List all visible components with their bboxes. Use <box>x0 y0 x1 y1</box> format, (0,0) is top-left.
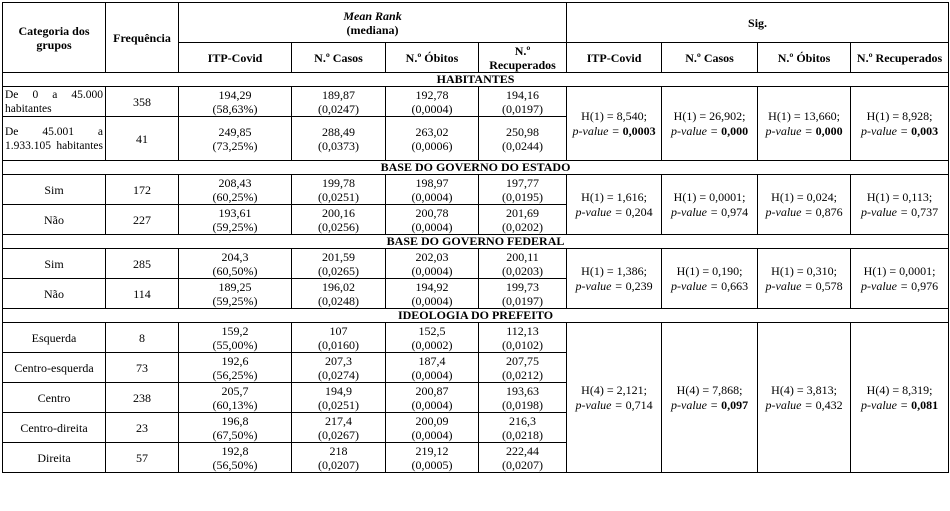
p-value: 0,097 <box>721 397 749 412</box>
mean-rank-casos <box>292 87 386 117</box>
row-label: Esquerda <box>3 323 106 353</box>
mean-rank-obitos <box>386 383 479 413</box>
mean-rank-recup <box>479 323 567 353</box>
mean-rank-obitos <box>386 249 479 279</box>
median-value: (0,0218) <box>502 427 544 442</box>
mean-rank-itp <box>179 279 292 309</box>
p-value: 0,204 <box>625 204 653 219</box>
row-frequency: 358 <box>106 87 179 117</box>
mean-rank-obitos <box>386 117 479 161</box>
section-title: IDEOLOGIA DO PREFEITO <box>3 309 949 323</box>
sig-cell <box>567 175 662 235</box>
median-value: (0,0198) <box>502 397 544 412</box>
table-row <box>3 175 949 205</box>
mean-rank-value: 263,02 <box>415 124 449 139</box>
mean-rank-value: 192,6 <box>221 353 249 368</box>
mean-rank-value: 193,63 <box>506 383 540 398</box>
row-frequency: 8 <box>106 323 179 353</box>
median-value: (60,13%) <box>212 397 258 412</box>
mean-rank-recup <box>479 117 567 161</box>
mean-rank-value: 205,7 <box>221 383 249 398</box>
median-value: (0,0004) <box>411 219 453 234</box>
mean-rank-value: 193,61 <box>218 205 252 220</box>
mean-rank-value: 194,16 <box>506 87 540 102</box>
median-value: (0,0004) <box>411 101 453 116</box>
header-mean-rank <box>179 3 567 43</box>
mean-rank-recup <box>479 279 567 309</box>
sig-cell <box>567 249 662 309</box>
h-statistic: H(1) = 8,928; <box>866 108 933 123</box>
median-value: (56,25%) <box>212 367 258 382</box>
median-value: (0,0202) <box>502 219 544 234</box>
mean-rank-recup <box>479 249 567 279</box>
median-value: (0,0004) <box>411 397 453 412</box>
p-value: 0,876 <box>815 204 843 219</box>
median-value: (0,0004) <box>411 293 453 308</box>
row-label: Não <box>3 205 106 235</box>
mean-rank-value: 199,78 <box>322 175 355 190</box>
header-row-1 <box>3 3 949 43</box>
mean-rank-recup <box>479 443 567 473</box>
median-value: (73,25%) <box>212 138 258 153</box>
mean-rank-value: 189,87 <box>322 87 355 102</box>
mean-rank-value: 201,69 <box>506 205 540 220</box>
mean-rank-value: 107 <box>329 323 348 338</box>
mean-rank-value: 187,4 <box>418 353 446 368</box>
mean-rank-value: 200,78 <box>415 205 449 220</box>
row-label: Centro-esquerda <box>3 353 106 383</box>
p-value: 0,000 <box>815 123 843 138</box>
mean-rank-recup <box>479 175 567 205</box>
sig-cell <box>567 87 662 161</box>
p-value: 0,974 <box>721 204 749 219</box>
section-title: HABITANTES <box>3 73 949 87</box>
median-value: (0,0247) <box>318 101 359 116</box>
row-label: Centro <box>3 383 106 413</box>
p-value: 0,578 <box>815 278 843 293</box>
h-statistic: H(1) = 13,660; <box>768 108 840 123</box>
median-value: (59,25%) <box>212 219 258 234</box>
mean-rank-casos <box>292 413 386 443</box>
h-statistic: H(1) = 0,113; <box>866 189 933 204</box>
mean-rank-obitos <box>386 353 479 383</box>
mean-rank-itp <box>179 323 292 353</box>
mean-rank-value: 208,43 <box>218 175 252 190</box>
mean-rank-value: 216,3 <box>509 413 537 428</box>
median-value: (0,0195) <box>502 189 544 204</box>
header-sig-itp: ITP-Covid <box>567 43 662 73</box>
mean-rank-recup <box>479 413 567 443</box>
mean-rank-value: 250,98 <box>506 124 540 139</box>
mean-rank-value: 189,25 <box>218 279 252 294</box>
mean-rank-value: 152,5 <box>418 323 446 338</box>
median-value: (60,50%) <box>212 263 258 278</box>
mean-rank-casos <box>292 249 386 279</box>
mean-rank-casos <box>292 383 386 413</box>
mean-rank-obitos <box>386 87 479 117</box>
mean-rank-value: 194,92 <box>415 279 449 294</box>
header-mr-itp: ITP-Covid <box>179 43 292 73</box>
row-frequency: 57 <box>106 443 179 473</box>
sig-cell <box>567 323 662 473</box>
mean-rank-itp <box>179 413 292 443</box>
mean-rank-value: 196,8 <box>221 413 249 428</box>
header-sig-recup: N.º Recuperados <box>851 43 949 73</box>
median-value: (0,0197) <box>502 101 544 116</box>
sig-cell <box>851 249 949 309</box>
mean-rank-recup <box>479 205 567 235</box>
section-title: BASE DO GOVERNO DO ESTADO <box>3 161 949 175</box>
mean-rank-value: 197,77 <box>506 175 540 190</box>
mean-rank-obitos <box>386 279 479 309</box>
median-value: (0,0004) <box>411 367 453 382</box>
mean-rank-value: 196,02 <box>322 279 355 294</box>
mean-rank-casos <box>292 205 386 235</box>
row-frequency: 172 <box>106 175 179 205</box>
row-frequency: 238 <box>106 383 179 413</box>
header-sig-obitos: N.º Óbitos <box>758 43 851 73</box>
h-statistic: H(1) = 0,190; <box>676 263 743 278</box>
row-label: De 0 a 45.000 habitantes <box>3 87 106 117</box>
header-mr-recup: N.º Recuperados <box>479 43 567 73</box>
row-frequency: 73 <box>106 353 179 383</box>
mean-rank-itp <box>179 249 292 279</box>
mean-rank-value: 207,75 <box>506 353 540 368</box>
p-value-label: p-value = <box>575 278 623 293</box>
p-value-label: p-value = <box>671 278 719 293</box>
median-value: (0,0102) <box>502 337 544 352</box>
row-frequency: 41 <box>106 117 179 161</box>
table-row <box>3 87 949 117</box>
median-value: (0,0274) <box>318 367 359 382</box>
median-value: (0,0002) <box>411 337 453 352</box>
h-statistic: H(1) = 1,386; <box>581 263 647 278</box>
header-sig: Sig. <box>567 3 949 43</box>
mean-rank-recup <box>479 353 567 383</box>
median-value: (0,0005) <box>411 457 453 472</box>
h-statistic: H(4) = 3,813; <box>771 382 837 397</box>
median-value: (59,25%) <box>212 293 258 308</box>
p-value: 0,976 <box>911 278 939 293</box>
section-title: BASE DO GOVERNO FEDERAL <box>3 235 949 249</box>
mean-rank-value: 201,59 <box>322 249 355 264</box>
median-value: (0,0006) <box>411 138 453 153</box>
mean-rank-value: 194,9 <box>325 383 352 398</box>
median-value: (56,50%) <box>212 457 258 472</box>
p-value-label: p-value = <box>765 397 813 412</box>
mean-rank-obitos <box>386 175 479 205</box>
mean-rank-casos <box>292 323 386 353</box>
header-mr-casos: N.º Casos <box>292 43 386 73</box>
sig-cell <box>662 249 758 309</box>
p-value: 0,000 <box>721 123 749 138</box>
median-value: (55,00%) <box>212 337 258 352</box>
median-value: (0,0197) <box>502 293 544 308</box>
mean-rank-value: 288,49 <box>322 124 355 139</box>
median-value: (60,25%) <box>212 189 258 204</box>
sig-cell <box>851 175 949 235</box>
mean-rank-value: 249,85 <box>218 124 252 139</box>
mean-rank-itp <box>179 353 292 383</box>
median-value: (0,0203) <box>502 263 544 278</box>
median-value: (0,0004) <box>411 427 453 442</box>
header-mr-obitos: N.º Óbitos <box>386 43 479 73</box>
mean-rank-label: Mean Rank <box>343 8 402 23</box>
row-frequency: 285 <box>106 249 179 279</box>
row-label: Direita <box>3 443 106 473</box>
p-value-label: p-value = <box>765 278 813 293</box>
mean-rank-value: 207,3 <box>325 353 352 368</box>
mediana-label: (mediana) <box>346 22 399 37</box>
sig-cell <box>662 87 758 161</box>
p-value-label: p-value = <box>575 397 623 412</box>
mean-rank-value: 219,12 <box>415 443 449 458</box>
median-value: (0,0265) <box>318 263 359 278</box>
p-value: 0,432 <box>815 397 843 412</box>
mean-rank-value: 199,73 <box>506 279 540 294</box>
mean-rank-value: 159,2 <box>221 323 249 338</box>
header-categoria: Categoria dos grupos <box>3 3 106 73</box>
header-sig-casos: N.º Casos <box>662 43 758 73</box>
mean-rank-value: 202,03 <box>415 249 449 264</box>
median-value: (0,0160) <box>318 337 359 352</box>
h-statistic: H(4) = 7,868; <box>676 382 743 397</box>
h-statistic: H(1) = 0,024; <box>771 189 837 204</box>
mean-rank-value: 200,87 <box>415 383 449 398</box>
mean-rank-itp <box>179 443 292 473</box>
row-label: Centro-direita <box>3 413 106 443</box>
mean-rank-obitos <box>386 413 479 443</box>
median-value: (0,0004) <box>411 189 453 204</box>
mean-rank-casos <box>292 279 386 309</box>
mean-rank-itp <box>179 175 292 205</box>
mean-rank-value: 204,3 <box>221 249 249 264</box>
p-value-label: p-value = <box>861 204 909 219</box>
mean-rank-obitos <box>386 323 479 353</box>
median-value: (0,0256) <box>318 219 359 234</box>
row-label: Sim <box>3 249 106 279</box>
mean-rank-obitos <box>386 443 479 473</box>
p-value-label: p-value = <box>861 123 909 138</box>
section-header <box>3 309 949 323</box>
median-value: (0,0373) <box>318 138 359 153</box>
mean-rank-casos <box>292 175 386 205</box>
sig-cell <box>662 175 758 235</box>
p-value: 0,081 <box>911 397 939 412</box>
h-statistic: H(1) = 0,0001; <box>863 263 936 278</box>
sig-cell <box>662 323 758 473</box>
median-value: (0,0207) <box>502 457 544 472</box>
p-value-label: p-value = <box>572 123 620 138</box>
row-label: De 45.001 a 1.933.105 habitantes <box>3 117 106 161</box>
h-statistic: H(4) = 2,121; <box>581 382 647 397</box>
p-value-label: p-value = <box>575 204 623 219</box>
median-value: (67,50%) <box>212 427 258 442</box>
mean-rank-value: 194,29 <box>218 87 252 102</box>
h-statistic: H(1) = 0,0001; <box>673 189 746 204</box>
p-value-label: p-value = <box>861 397 909 412</box>
sig-cell <box>758 175 851 235</box>
mean-rank-itp <box>179 87 292 117</box>
sig-cell <box>851 87 949 161</box>
row-frequency: 114 <box>106 279 179 309</box>
sig-cell <box>758 323 851 473</box>
p-value: 0,663 <box>721 278 749 293</box>
h-statistic: H(1) = 0,310; <box>771 263 837 278</box>
mean-rank-recup <box>479 87 567 117</box>
mean-rank-value: 200,11 <box>506 249 539 264</box>
mean-rank-itp <box>179 383 292 413</box>
h-statistic: H(1) = 26,902; <box>673 108 746 123</box>
row-frequency: 23 <box>106 413 179 443</box>
table-row <box>3 249 949 279</box>
mean-rank-itp <box>179 205 292 235</box>
p-value-label: p-value = <box>765 123 813 138</box>
sig-cell <box>758 87 851 161</box>
p-value: 0,003 <box>911 123 939 138</box>
mean-rank-recup <box>479 383 567 413</box>
table-body <box>3 73 949 473</box>
mean-rank-value: 222,44 <box>506 443 540 458</box>
mean-rank-value: 218 <box>329 443 348 458</box>
mean-rank-value: 217,4 <box>325 413 352 428</box>
row-label: Sim <box>3 175 106 205</box>
median-value: (0,0267) <box>318 427 359 442</box>
p-value: 0,714 <box>625 397 653 412</box>
results-table <box>2 2 949 473</box>
p-value-label: p-value = <box>861 278 909 293</box>
h-statistic: H(1) = 1,616; <box>581 189 647 204</box>
sig-cell <box>851 323 949 473</box>
mean-rank-value: 200,16 <box>322 205 355 220</box>
mean-rank-itp <box>179 117 292 161</box>
median-value: (58,63%) <box>212 101 258 116</box>
median-value: (0,0212) <box>502 367 544 382</box>
section-header <box>3 235 949 249</box>
p-value-label: p-value = <box>671 397 719 412</box>
p-value-label: p-value = <box>671 123 719 138</box>
section-header <box>3 161 949 175</box>
row-label: Não <box>3 279 106 309</box>
p-value: 0,737 <box>911 204 939 219</box>
p-value: 0,0003 <box>622 123 656 138</box>
header-frequencia: Frequência <box>106 3 179 73</box>
mean-rank-value: 200,09 <box>415 413 449 428</box>
p-value: 0,239 <box>625 278 653 293</box>
section-header <box>3 73 949 87</box>
p-value-label: p-value = <box>671 204 719 219</box>
sig-cell <box>758 249 851 309</box>
h-statistic: H(4) = 8,319; <box>866 382 933 397</box>
p-value-label: p-value = <box>765 204 813 219</box>
median-value: (0,0207) <box>318 457 359 472</box>
mean-rank-casos <box>292 353 386 383</box>
median-value: (0,0251) <box>318 397 359 412</box>
mean-rank-value: 198,97 <box>415 175 449 190</box>
table-row <box>3 323 949 353</box>
row-frequency: 227 <box>106 205 179 235</box>
mean-rank-casos <box>292 117 386 161</box>
mean-rank-value: 192,8 <box>221 443 249 458</box>
median-value: (0,0004) <box>411 263 453 278</box>
mean-rank-value: 192,78 <box>415 87 449 102</box>
median-value: (0,0248) <box>318 293 359 308</box>
median-value: (0,0244) <box>502 138 544 153</box>
h-statistic: H(1) = 8,540; <box>581 108 647 123</box>
median-value: (0,0251) <box>318 189 359 204</box>
mean-rank-obitos <box>386 205 479 235</box>
mean-rank-casos <box>292 443 386 473</box>
mean-rank-value: 112,13 <box>506 323 539 338</box>
